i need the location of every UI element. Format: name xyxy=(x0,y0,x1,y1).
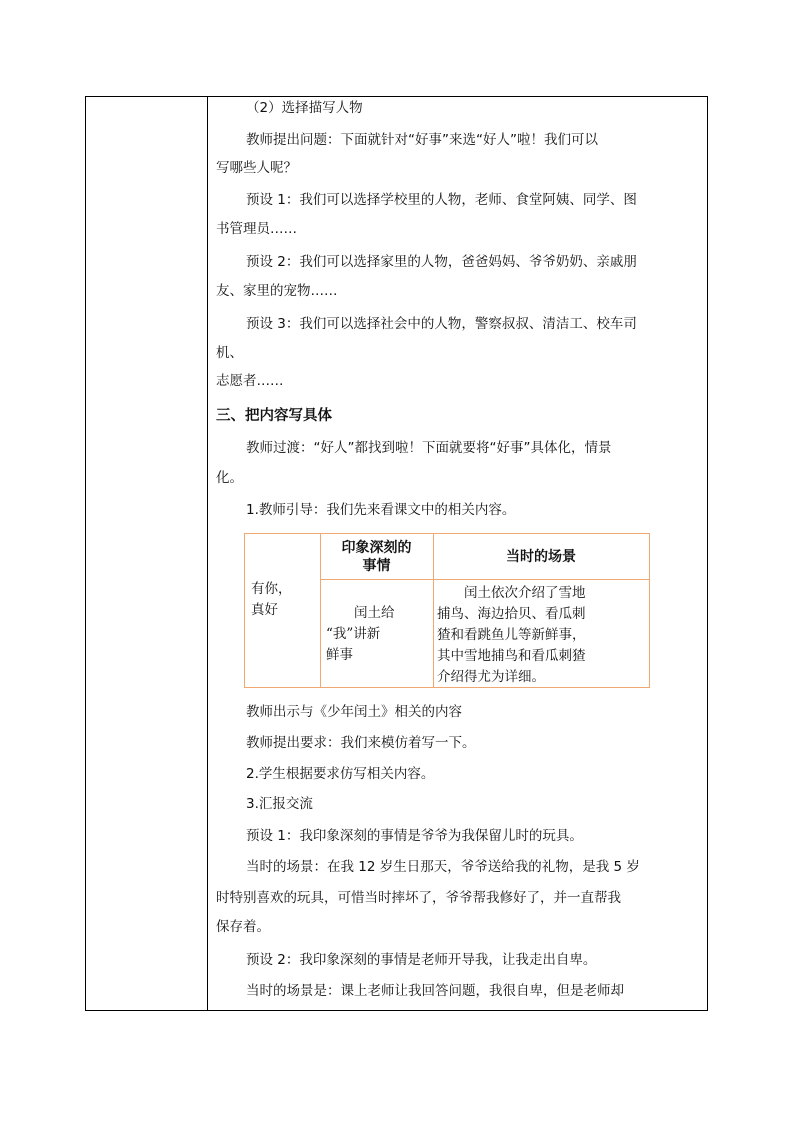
col1-body xyxy=(326,603,395,666)
paragraph: 1.教师引导：我们先来看课文中的相关内容。 xyxy=(246,502,516,518)
col1-body-line: 鲜事 xyxy=(326,647,353,663)
col1-header-line: 事情 xyxy=(362,558,391,574)
col1-header-line: 印象深刻的 xyxy=(341,540,412,556)
paragraph: 写哪些人呢？ xyxy=(216,160,297,176)
row-label-line: 有你， xyxy=(251,581,292,597)
paragraph: 时特别喜欢的玩具，可惜当时摔坏了，爷爷帮我修好了，并一直帮我 xyxy=(216,890,621,906)
col1-header xyxy=(320,539,433,575)
paragraph: （2）选择描写人物 xyxy=(246,100,363,116)
paragraph: 友、家里的宠物…… xyxy=(216,283,338,299)
row-label-line: 真好 xyxy=(251,602,278,618)
paragraph: 化。 xyxy=(216,470,243,486)
paragraph: 教师出示与《少年闰土》相关的内容 xyxy=(246,704,462,720)
col2-body-line: 猹和看跳鱼儿等新鲜事， xyxy=(437,627,586,643)
paragraph: 预设 2：我们可以选择家里的人物，爸爸妈妈、爷爷奶奶、亲戚朋 xyxy=(246,254,637,270)
paragraph: 预设 2：我印象深刻的事情是老师开导我，让我走出自卑。 xyxy=(246,952,597,968)
col1-body-line: “我”讲新 xyxy=(326,626,381,642)
col2-body xyxy=(437,583,586,688)
col2-body-line: 其中雪地捕鸟和看瓜刺猹 xyxy=(437,648,586,664)
col1-body-line: 闰土给 xyxy=(354,605,395,621)
section-heading: 三、把内容写具体 xyxy=(216,408,332,424)
paragraph: 教师提出要求：我们来模仿着写一下。 xyxy=(246,735,476,751)
col2-body-line: 闰土依次介绍了雪地 xyxy=(464,585,586,601)
paragraph: 当时的场景是：课上老师让我回答问题，我很自卑，但是老师却 xyxy=(246,983,624,999)
paragraph: 教师提出问题：下面就针对“好事”来选“好人”啦！我们可以 xyxy=(246,132,598,148)
paragraph: 2.学生根据要求仿写相关内容。 xyxy=(246,766,435,782)
paragraph: 3.汇报交流 xyxy=(246,796,313,812)
col2-header: 当时的场景 xyxy=(506,549,576,565)
paragraph: 预设 1：我印象深刻的事情是爷爷为我保留儿时的玩具。 xyxy=(246,828,583,844)
left-empty-column xyxy=(86,97,208,1010)
paragraph: 教师过渡：“好人”都找到啦！下面就要将“好事”具体化，情景 xyxy=(246,440,612,456)
paragraph: 机、 xyxy=(216,345,243,361)
text-analysis-table xyxy=(244,533,650,688)
paragraph: 当时的场景：在我 12 岁生日那天，爷爷送给我的礼物，是我 5 岁 xyxy=(246,859,640,875)
paragraph: 预设 3：我们可以选择社会中的人物，警察叔叔、清洁工、校车司 xyxy=(246,316,637,332)
paragraph: 书管理员…… xyxy=(216,221,297,237)
paragraph: 志愿者…… xyxy=(216,373,284,389)
col2-body-line: 介绍得尤为详细。 xyxy=(437,669,545,685)
row-label xyxy=(251,579,292,621)
paragraph: 保存着。 xyxy=(216,919,270,935)
paragraph: 预设 1：我们可以选择学校里的人物，老师、食堂阿姨、同学、图 xyxy=(246,192,637,208)
col2-body-line: 捕鸟、海边拾贝、看瓜刺 xyxy=(437,606,586,622)
table-divider xyxy=(320,579,649,580)
